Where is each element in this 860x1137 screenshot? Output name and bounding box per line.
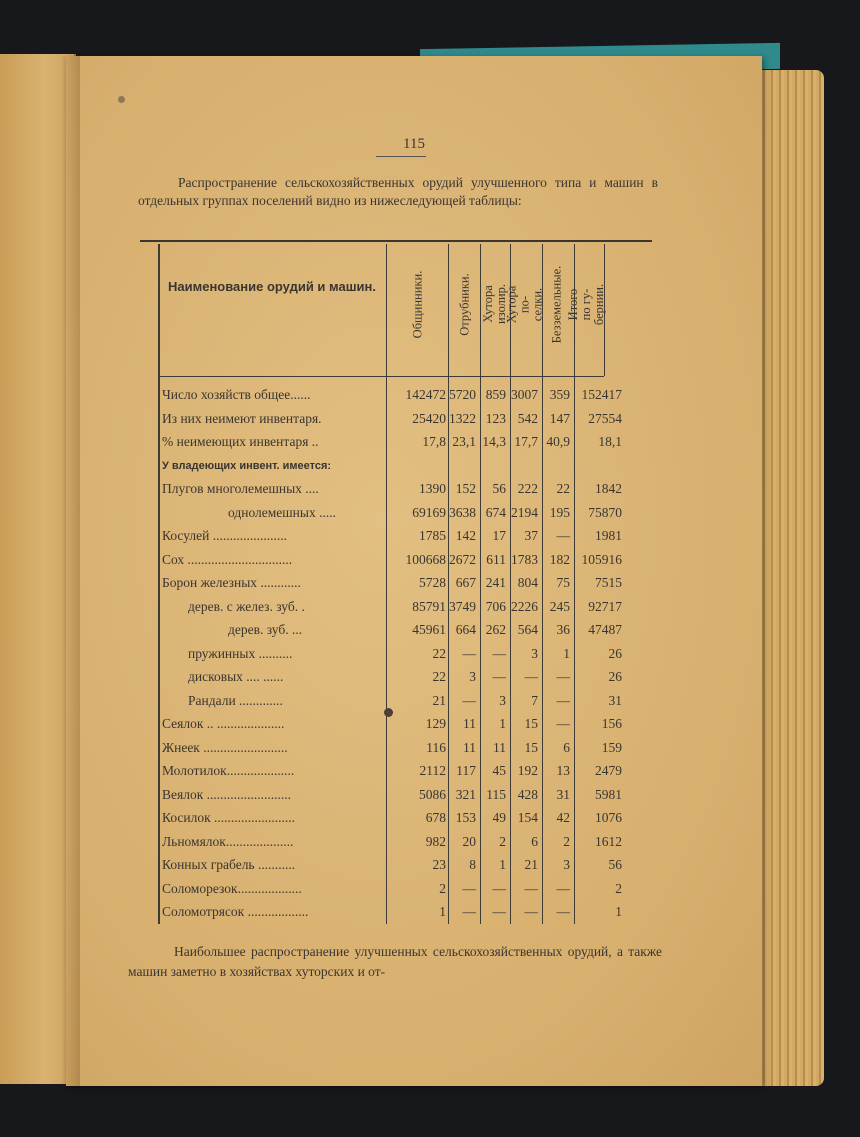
table-cell: 982	[425, 833, 446, 849]
table-row	[158, 737, 630, 760]
table-cell: 147	[549, 410, 570, 426]
table-cell: 428	[517, 786, 538, 802]
table-cell: 15	[524, 716, 538, 731]
table-cell: 1390	[419, 481, 446, 496]
table-cell: 1	[563, 645, 570, 661]
table-cell: 23,1	[452, 434, 476, 449]
row-label: Косилок ........................	[162, 810, 296, 825]
table-cell: 17,7	[514, 434, 538, 449]
table-cell: 40,9	[546, 434, 570, 449]
table-cell: 31	[608, 692, 622, 708]
table-row	[158, 619, 630, 642]
table-row	[158, 572, 630, 595]
table-cell: 154	[517, 810, 538, 825]
statistics-table	[158, 244, 630, 924]
column-header	[450, 248, 480, 360]
table-cell: 6	[531, 833, 538, 849]
row-label: Сох ...............................	[162, 551, 293, 567]
table-cell: 42	[556, 810, 570, 825]
table-cell: 3	[469, 669, 476, 684]
table-cell: 706	[485, 598, 506, 614]
table-cell: 1	[439, 904, 446, 919]
table-cell: 142472	[405, 387, 446, 402]
table-row	[158, 690, 630, 713]
table-cell: 92717	[588, 598, 622, 614]
table-row	[158, 901, 630, 924]
row-label: Из них неимеют инвентаря.	[162, 410, 322, 426]
table-cell: 37	[524, 528, 538, 543]
column-header	[566, 248, 607, 360]
table-cell: 182	[549, 551, 570, 567]
table-cell: 1	[499, 716, 506, 731]
table-cell: 6	[563, 739, 570, 755]
table-cell: 75870	[588, 504, 622, 520]
table-cell: —	[492, 904, 506, 919]
table-cell: 1	[499, 857, 506, 872]
table-cell: 674	[485, 504, 506, 520]
row-label: % неимеющих инвентаря ..	[162, 434, 319, 449]
table-cell: 1783	[511, 551, 538, 567]
table-cell: 5086	[419, 786, 446, 802]
table-cell: —	[556, 716, 570, 731]
column-header-label: Общинники.	[410, 270, 425, 338]
table-cell: 21	[524, 857, 538, 872]
table-cell: 1842	[595, 481, 622, 496]
table-cell: 20	[462, 833, 476, 849]
table-cell: 2479	[595, 763, 622, 778]
gutter-shadow	[60, 56, 80, 1086]
page-number: 115	[403, 136, 425, 152]
table-cell: 27554	[588, 410, 622, 426]
table-cell: 2	[499, 833, 506, 849]
table-cell: 23	[432, 857, 446, 872]
row-label: Веялок .........................	[162, 786, 292, 802]
table-cell: 1322	[449, 410, 476, 426]
table-cell: 18,1	[598, 434, 622, 449]
row-label: Сеялок .. ....................	[162, 716, 285, 731]
table-cell: —	[556, 880, 570, 896]
column-header-label: Итого по гу- бернии.	[566, 283, 607, 325]
table-row	[158, 431, 630, 454]
row-label: У владеющих инвент. имеется:	[162, 459, 332, 472]
row-label: Косулей ......................	[162, 528, 287, 543]
column-header-label: Хутора изолир.	[481, 284, 508, 324]
table-row	[158, 502, 630, 525]
table-cell: 321	[455, 786, 476, 802]
table-row	[158, 784, 630, 807]
table-cell: 2	[563, 833, 570, 849]
table-row	[158, 854, 630, 877]
row-label: Плугов многолемешных ....	[162, 481, 319, 496]
table-cell: 8	[469, 857, 476, 872]
table-cell: 47487	[588, 622, 622, 637]
table-cell: 129	[425, 716, 446, 731]
table-cell: 153	[455, 810, 476, 825]
table-cell: 100668	[405, 551, 446, 567]
row-label: Рандали .............	[188, 692, 283, 708]
table-cell: 117	[456, 763, 476, 778]
table-cell: 5720	[449, 387, 476, 402]
row-label: Борон железных ............	[162, 575, 301, 590]
table-row	[158, 408, 630, 431]
table-cell: 26	[608, 669, 622, 684]
table-row	[158, 666, 630, 689]
row-label: дисковых .... ......	[188, 669, 284, 684]
table-cell: 7515	[595, 575, 622, 590]
table-cell: 75	[556, 575, 570, 590]
table-cell: 36	[556, 622, 570, 637]
column-header-label: Хутора по- селки.	[504, 285, 545, 323]
table-cell: 3749	[449, 598, 476, 614]
table-cell: 1612	[595, 833, 622, 849]
table-row	[158, 384, 630, 407]
table-cell: 152417	[581, 387, 622, 402]
table-cell: 115	[486, 786, 506, 802]
table-cell: —	[462, 645, 476, 661]
table-cell: 222	[517, 481, 538, 496]
table-row	[158, 831, 630, 854]
table-cell: 1981	[595, 528, 622, 543]
table-cell: 17,8	[422, 434, 446, 449]
table-cell: 2	[439, 880, 446, 896]
table-row	[158, 713, 630, 736]
row-label: Льномялок....................	[162, 833, 294, 849]
table-cell: 7	[531, 692, 538, 708]
page-stack-edge	[752, 70, 824, 1086]
row-label: однолемешных .....	[228, 504, 336, 520]
table-cell: 611	[486, 551, 506, 567]
table-cell: —	[462, 692, 476, 708]
header-bottom-rule	[158, 376, 604, 377]
table-cell: 15	[524, 739, 538, 755]
table-cell: 1	[615, 904, 622, 919]
table-cell: 1076	[595, 810, 622, 825]
table-cell: 3007	[511, 387, 538, 402]
table-cell: 3	[499, 692, 506, 708]
table-cell: —	[556, 669, 570, 684]
table-row	[158, 478, 630, 501]
row-label: пружинных ..........	[188, 645, 293, 661]
table-cell: 2	[615, 880, 622, 896]
table-cell: 359	[549, 387, 570, 402]
row-label: дерев. с желез. зуб. .	[188, 598, 305, 614]
row-label: Жнеек .........................	[162, 739, 288, 755]
table-top-rule	[140, 240, 652, 242]
table-cell: 241	[485, 575, 506, 590]
table-cell: 5728	[419, 575, 446, 590]
table-cell: —	[556, 528, 570, 543]
table-cell: 69169	[412, 504, 446, 520]
table-cell: 3	[563, 857, 570, 872]
table-row	[158, 807, 630, 830]
table-cell: 85791	[412, 598, 446, 614]
table-cell: 664	[455, 622, 476, 637]
table-cell: 192	[517, 763, 538, 778]
name-column-header: Наименование орудий и машин.	[167, 279, 377, 294]
table-row	[158, 878, 630, 901]
column-header-label: Отрубники.	[457, 272, 472, 336]
table-row	[158, 596, 630, 619]
table-cell: 116	[426, 739, 446, 755]
table-cell: 2194	[511, 504, 538, 520]
table-cell: 3638	[449, 504, 476, 520]
table-cell: 2112	[419, 763, 446, 778]
table-cell: 45	[492, 763, 506, 778]
table-cell: 105916	[581, 551, 622, 567]
table-cell: 22	[432, 645, 446, 661]
row-label: Конных грабель ...........	[162, 857, 296, 872]
table-cell: 3	[531, 645, 538, 661]
ink-blot	[384, 708, 393, 717]
intro-text: Распространение сельскохозяйственных орудий улучшенного типа и машин в отдельных группах поселений видно из нижеследующей таблицы:	[138, 175, 658, 208]
table-cell: 159	[601, 739, 622, 755]
closing-paragraph	[128, 942, 662, 982]
intro-paragraph	[138, 174, 658, 210]
table-cell: 5981	[595, 786, 622, 802]
table-cell: 859	[485, 387, 506, 402]
table-cell: 2226	[511, 598, 538, 614]
row-label: Число хозяйств общее......	[162, 387, 311, 402]
table-cell: 13	[556, 763, 570, 778]
table-row	[158, 455, 630, 478]
table-cell: 11	[463, 739, 476, 755]
table-cell: 21	[432, 692, 446, 708]
table-cell: —	[556, 692, 570, 708]
table-cell: —	[492, 880, 506, 896]
table-cell: 542	[517, 410, 538, 426]
table-cell: —	[556, 904, 570, 919]
table-row	[158, 525, 630, 548]
table-cell: 49	[492, 810, 506, 825]
row-label: Соломотрясок ..................	[162, 904, 309, 919]
table-cell: —	[524, 904, 538, 919]
column-header	[388, 248, 448, 360]
table-cell: 22	[432, 669, 446, 684]
table-row	[158, 760, 630, 783]
table-cell: 123	[485, 410, 506, 426]
table-cell: 804	[517, 575, 538, 590]
table-cell: 262	[485, 622, 506, 637]
column-header	[504, 248, 545, 360]
table-cell: 56	[492, 481, 506, 496]
table-cell: 26	[608, 645, 622, 661]
table-cell: —	[492, 645, 506, 661]
table-cell: 564	[517, 622, 538, 637]
row-label: Молотилок....................	[162, 763, 295, 778]
table-cell: 56	[608, 857, 622, 872]
ink-blot	[118, 96, 125, 103]
book-page	[66, 56, 762, 1086]
table-cell: 152	[455, 481, 476, 496]
table-cell: 667	[455, 575, 476, 590]
outro-text: Наибольшее распространение улучшенных сельскохозяйственных орудий, а также машин заметно в хозяйствах хуторских и от-	[128, 944, 662, 979]
column-header-label: Безземельные.	[549, 265, 564, 343]
table-cell: 156	[601, 716, 622, 731]
row-label: дерев. зуб. ...	[228, 622, 303, 637]
table-cell: —	[492, 669, 506, 684]
table-cell: —	[524, 669, 538, 684]
table-cell: 2672	[449, 551, 476, 567]
table-cell: 22	[556, 481, 570, 496]
table-cell: 11	[463, 716, 476, 731]
table-cell: —	[462, 904, 476, 919]
table-cell: 678	[425, 810, 446, 825]
table-cell: 31	[556, 786, 570, 802]
table-cell: 142	[455, 528, 476, 543]
row-label: Соломорезок...................	[162, 880, 302, 896]
table-cell: —	[462, 880, 476, 896]
table-cell: 14,3	[482, 434, 506, 449]
table-cell: 245	[549, 598, 570, 614]
page-number-underline	[376, 156, 426, 157]
table-cell: 195	[549, 504, 570, 520]
table-cell: 1785	[419, 528, 446, 543]
table-cell: 25420	[412, 410, 446, 426]
table-cell: 45961	[412, 622, 446, 637]
table-cell: 11	[493, 739, 506, 755]
table-cell: —	[524, 880, 538, 896]
table-cell: 17	[492, 528, 506, 543]
table-row	[158, 549, 630, 572]
table-row	[158, 643, 630, 666]
